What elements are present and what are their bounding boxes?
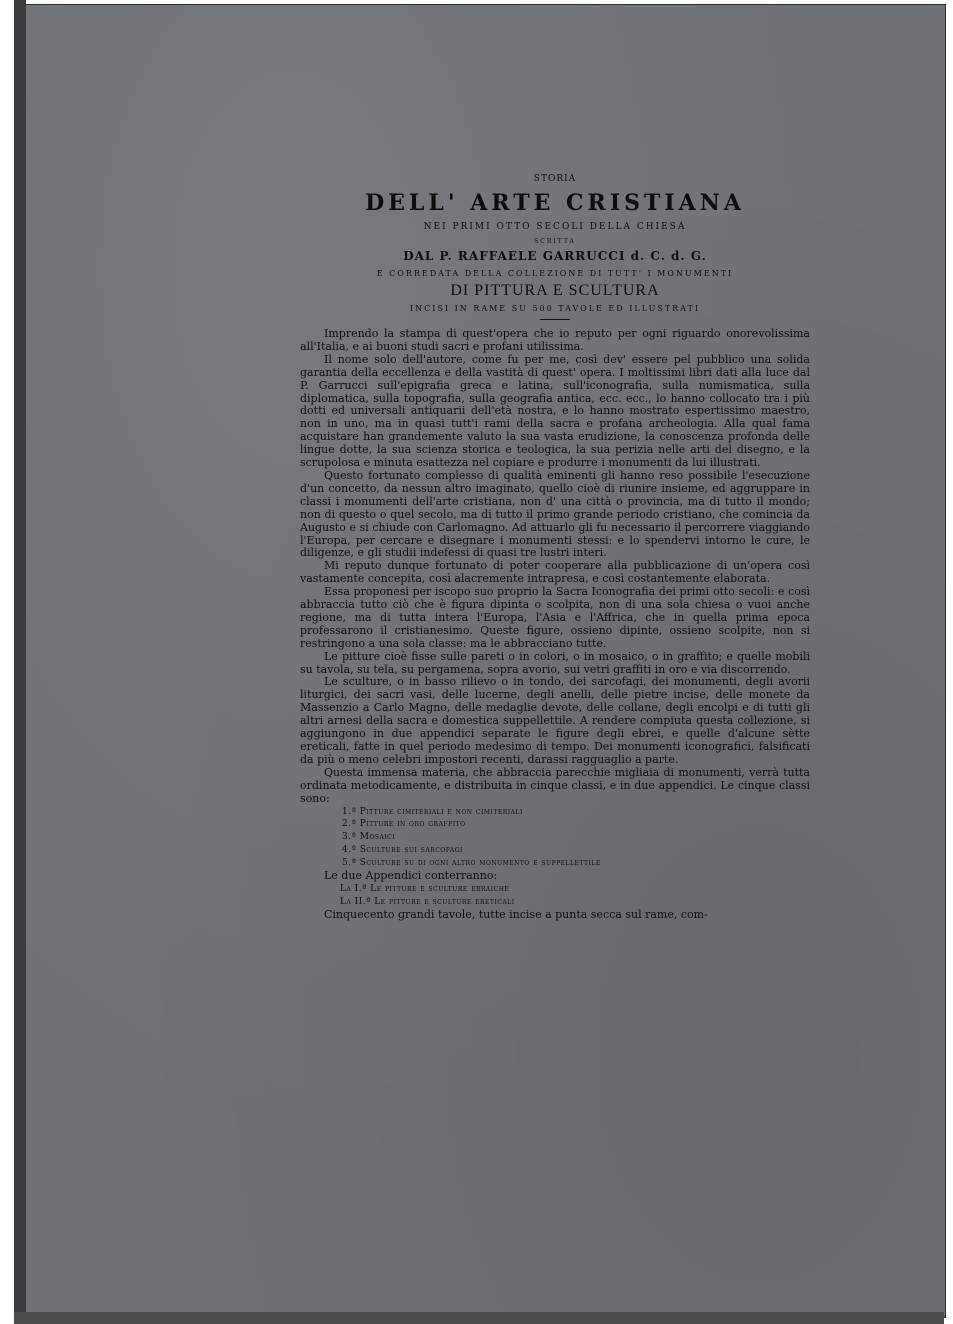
incisi-line: INCISI IN RAME SU 500 TAVOLE ED ILLUSTRATI bbox=[409, 304, 700, 313]
paragraph: Le sculture, o in basso rilievo o in tondo, dei sarcofagi, dei monumenti, degli avorii liturgici, dei sacri vasi, delle lucerne, degli anelli, delle pietre incise, delle monete da Massenzio a Carlo Magno, delle medaglie devote, delle collane, degli encolpi e di tutti gli altri arnesi della sacra e domestica suppellettile. A rendere compiuta questa collezione, si aggiungono in due appendici separate le figure degli ebrei, e quelle d'alcune sètte ereticali, fatte in quel periodo medesimo di tempo. Dei monumenti iconografici, falsificati da più o meno celebri impostori recenti, darassi ragguaglio a parte. bbox=[300, 675, 810, 766]
class-item: 2.ª Pitture in oro graffito bbox=[342, 819, 466, 830]
paragraph: Questa immensa materia, che abbraccia parecchie migliaia di monumenti, verrà tutta ordinata metodicamente, e distribuita in cinque classi, e in due appendici. Le cinque classi sono: bbox=[300, 765, 810, 805]
prospectus-text bbox=[300, 170, 810, 922]
class-item: 1.ª Pitture cimiteriali e non cimiteriali bbox=[342, 806, 523, 817]
pittura-scultura-line: DI PITTURA E SCULTURA bbox=[450, 282, 660, 299]
paragraph: Imprendo la stampa di quest'opera che io reputo per ogni riguardo onorevolissima all'Italia, e ai buoni studi sacri e profani utilissima. bbox=[300, 327, 810, 353]
paragraph: Le pitture cioè fisse sulle pareti o in colori, o in mosaico, o in graffito; e quelle mobili su tavola, su tela, su pergamena, sopra avorio, sui vetri graffiti in oro e via discorrendo. bbox=[300, 649, 810, 676]
storia-label: STORIA bbox=[533, 174, 577, 184]
class-item: 4.ª Sculture sui sarcofagi bbox=[342, 845, 463, 856]
class-item: 3.ª Mosaici bbox=[342, 832, 396, 843]
appendix-item: La I.ª Le pitture e sculture ebraiche bbox=[340, 883, 510, 894]
body-text bbox=[300, 328, 810, 806]
paragraph: Questo fortunato complesso di qualità eminenti gli hanno reso possibile l'esecuzione d'un concetto, da nessun altro imaginato, quello cioè di riunire insieme, ed aggruppare in classi i monumenti dell'arte cristiana, non d' una città o provincia, ma di tutto il mondo; non di questo o quel secolo, ma di tutto il primo grande periodo cristiano, che comincia da Augusto e si chiude con Carlomagno. Ad attuarlo gli fu necessario il percorrere viaggiando l'Europa, per cercare e disegnare i monumenti stessi: e lo spendervi intorno le cure, le diligenze, e gli studii indefessi di quasi tre lustri interi. bbox=[300, 468, 810, 560]
scritta-label: SCRITTA bbox=[534, 238, 576, 245]
appendici-lead: Le due Appendici conterranno: bbox=[324, 869, 498, 883]
title-divider bbox=[540, 319, 570, 320]
appendix-item: La II.ª Le pitture e sculture ereticali bbox=[340, 896, 515, 907]
classes-list bbox=[300, 806, 810, 871]
paragraph: Il nome solo dell'autore, come fu per me, così dev' essere pel pubblico una solida garantia della eccellenza e della vastità di quest' opera. I moltissimi libri dati alla luce dal P. Garrucci sull'epigrafia greca e latina, sull'iconografia, sulla numismatica, sulla diplomatica, sulla topografia, sulla geografia antica, ecc. ecc., lo hanno collocato tra i più dotti ed universali antiquarii dell'età nostra, e lo hanno mostrato espertissimo maestro, non in uno, ma in quasi tutt'i rami della sacra e profana archeologia. Alla qual fama acquistare han grandemente valuto la sua vasta erudizione, la conoscenza profonda delle lingue dotte, la sua scienza storica e teologica, la sua perizia nelle arti del disegno, e la scrupolosa e minuta esattezza nel copiare e produrre i monumenti da lui illustrati. bbox=[300, 352, 810, 470]
scan-bottom-edge bbox=[14, 1312, 944, 1324]
author-line: DAL P. RAFFAELE GARRUCCI d. C. d. G. bbox=[403, 249, 707, 263]
paragraph: Mi reputo dunque fortunato di poter cooperare alla pubblicazione di un'opera così vastamente concepita, così alacremente intrapresa, e così costantemente elaborata. bbox=[300, 559, 810, 586]
document-subtitle: NEI PRIMI OTTO SECOLI DELLA CHIESA bbox=[423, 222, 687, 232]
closing-line: Cinquecento grandi tavole, tutte incise a punta secca sul rame, com- bbox=[324, 907, 708, 921]
scan-left-edge bbox=[14, 0, 26, 1324]
collection-line: E CORREDATA DELLA COLLEZIONE DI TUTT' I MONUMENTI bbox=[376, 269, 734, 278]
class-item: 5.ª Sculture su di ogni altro monumento e suppellettile bbox=[342, 858, 601, 869]
document-title: DELL' ARTE CRISTIANA bbox=[365, 190, 745, 216]
paragraph: Essa proponesi per iscopo suo proprio la Sacra Iconografia dei primi otto secoli: e così abbraccia tutto ciò che è figura dipinta o scolpita, non di una sola chiesa o vuoi anche regione, ma di tutta intera l'Europa, l'Asia e l'Affrica, che in quella prima epoca professarono il cristianesimo. Queste figure, ossieno dipinte, ossieno scolpite, non si restringono a una sola classe: ma le abbracciano tutte. bbox=[300, 585, 810, 650]
